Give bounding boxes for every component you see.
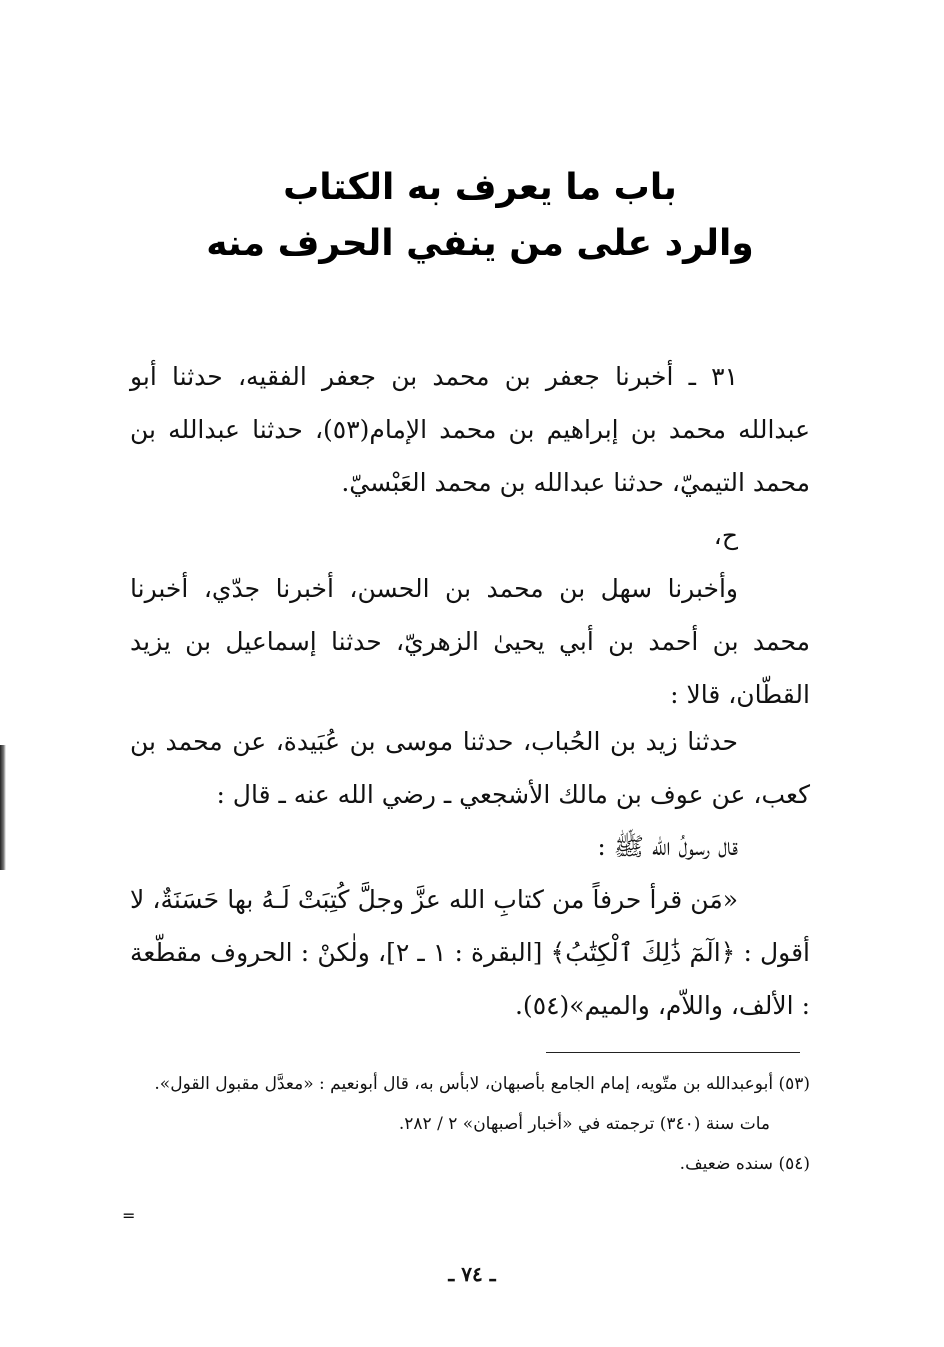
matn-intro: قال رسولُ الله ﷺ : xyxy=(597,832,738,861)
matn-text: «مَن قرأ حرفاً من كتابِ الله عزَّ وجلَّ كُتِبَتْ لَـهُ بها حَسَنَةٌ، لا أقول : ﴿الٓمٓ ذَٰلِكَ ٱلْكِتَٰبُ﴾ [البقرة : ١ ـ ٢]، ولٰكنْ : الحروف مقطّعة : الألف، واللاّم، والميم»(٥٤). xyxy=(130,885,810,1020)
hadith-paragraph-6 xyxy=(130,873,810,1032)
page-number: ـ ٧٤ ـ xyxy=(448,1262,496,1286)
isnad-text: حدثنا زيد بن الحُباب، حدثنا موسى بن عُبَيدة، عن محمد بن كعب، عن عوف بن مالك الأشجعي ـ رضي الله عنه ـ قال : xyxy=(130,727,810,809)
chapter-heading-line-1: باب ما يعرف به الكتاب xyxy=(283,167,677,208)
binding-shadow xyxy=(0,745,6,870)
hadith-paragraph-3 xyxy=(130,562,810,721)
hadith-paragraph-5 xyxy=(130,820,810,873)
footnotes xyxy=(130,1068,810,1180)
margin-mark: = xyxy=(122,1206,136,1225)
footnote-53-death: مات سنة (٣٤٠) ترجمته في «أخبار أصبهان» ٢ / ٢٨٢. xyxy=(398,1114,770,1134)
isnad-text: وأخبرنا سهل بن محمد بن الحسن، أخبرنا جدّي، أخبرنا محمد بن أحمد بن أبي يحيىٰ الزهريّ، حدثنا إسماعيل بن يزيد القطّان، قالا : xyxy=(130,574,810,709)
footnote-53: (٥٣) أبوعبدالله بن متّويه، إمام الجامع بأصبهان، لابأس به، قال أبونعيم : «معدَّل مقبول القول». xyxy=(154,1074,810,1094)
chapter-heading xyxy=(150,160,810,272)
tahwil-mark: ح، xyxy=(713,521,738,550)
isnad-text: ٣١ ـ أخبرنا جعفر بن محمد بن جعفر الفقيه، حدثنا أبو عبدالله محمد بن إبراهيم بن محمد الإمام(٥٣)، حدثنا عبدالله بن محمد التيميّ، حدثنا عبدالله بن محمد العَبْسيّ. xyxy=(130,362,810,497)
hadith-paragraph-1 xyxy=(130,350,810,509)
hadith-paragraph-4 xyxy=(130,715,810,821)
hadith-paragraph-2 xyxy=(130,509,810,562)
footnote-54: (٥٤) سنده ضعيف. xyxy=(679,1154,810,1174)
chapter-heading-line-2: والرد على من ينفي الحرف منه xyxy=(206,223,754,264)
footnote-separator xyxy=(546,1052,800,1053)
